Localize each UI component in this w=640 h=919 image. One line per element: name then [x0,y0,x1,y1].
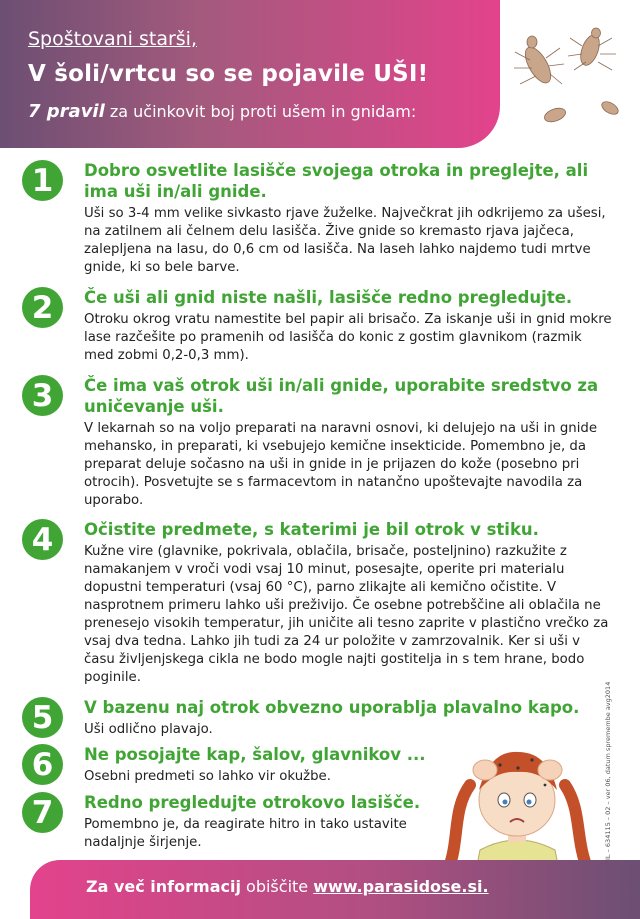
rule-number-4: 4 [22,519,63,560]
rule-number-5: 5 [22,697,63,738]
rule-7-title: Redno pregledujte otrokovo lasišče. [84,793,421,812]
footer-banner [30,860,640,919]
subheadline-bold: 7 pravil [28,101,105,122]
rule-4-title: Očistite predmete, s katerimi je bil otrok v stiku. [84,520,539,539]
rule-4 [22,519,612,687]
rule-6-body: Osebni predmeti so lahko vir okužbe. [84,769,331,784]
rule-5-title: V bazenu naj otrok obvezno uporablja plavalno kapo. [84,698,580,717]
document-code: IL – 634115 – 02 – ver 06, datum spremembe avg2014 [604,681,612,860]
rule-2-body: Otroku okrog vratu namestite bel papir ali brisačo. Za iskanje uši in gnid mokre lase razčešite po pramenih od lasišča do konic z gostim glavnikom (razmik med zobmi 0,2-0,3 mm). [84,312,612,363]
rule-5-body: Uši odlično plavajo. [84,722,213,737]
footer-mid: obiščite [240,877,314,896]
headline: V šoli/vrtcu so se pojavile UŠI! [28,61,429,87]
scratching-girl-illustration-icon [430,730,605,875]
rule-6-title: Ne posojajte kap, šalov, glavnikov ... [84,745,426,764]
greeting: Spoštovani starši, [28,28,197,50]
footer-text [86,877,489,896]
footer-lead: Za več informacij [86,877,241,896]
subheadline [28,101,416,122]
louse-illustration-icon [500,20,630,130]
subheadline-rest: za učinkovit boj proti ušem in gnidam: [104,102,417,121]
rule-number-7: 7 [22,792,63,833]
header-banner [0,0,500,148]
rule-3-body: V lekarnah so na voljo preparati na naravni osnovi, ki delujejo na uši in gnide mehansko, in preparati, ki vsebujejo kemične insekticide. Pomembno je, da preparat deluje sočasno na uši in gnide in je prijazen do kože (posebno pri otrocih). Posvetujte se s farmacevtom in natančno upoštevajte navodila za uporabo. [84,421,598,508]
rule-1 [22,160,612,277]
rule-4-body: Kužne vire (glavnike, pokrivala, oblačila, brisače, posteljnino) razkužite z namakanjem v vroči vodi vsaj 10 minut, posesajte, operite pri materialu dopustni temperaturi (vsaj 60 °C), parno zlikajte ali kemično očistite. V nasprotnem primeru lahko uši preživijo. Če osebne potrebščine ali oblačila ne prenesejo visokih temperatur, jih uničite ali tesno zaprite v plastično vrečko za vsaj dva tedna. Lahko jih tudi za 24 ur položite v zamrzovalnik. Ker si uši v času življenjskega cikla ne bodo mogle najti gostitelja in s tem hrane, bodo poginile. [84,544,609,685]
rule-number-3: 3 [22,375,63,416]
rule-7-body: Pomembno je, da reagirate hitro in tako ustavite nadaljnje širjenje. [84,817,407,850]
rule-3-title: Če ima vaš otrok uši in/ali gnide, uporabite sredstvo za uničevanje uši. [84,376,599,416]
rule-3 [22,375,612,510]
rule-1-body: Uši so 3-4 mm velike sivkasto rjave žuželke. Največkrat jih odkrijemo za ušesi, na zatilnem ali čelnem delu lasišča. Žive gnide so kremasto rjava jajčeca, zalepljena na lasu, do 0,6 cm od lasišča. Na laseh lahko najdemo tudi mrtve gnide, ki so bele barve. [84,206,606,275]
rule-number-2: 2 [22,287,63,328]
rule-number-1: 1 [22,160,63,201]
rule-1-title: Dobro osvetlite lasišče svojega otroka in preglejte, ali ima uši in/ali gnide. [84,161,589,201]
rule-number-6: 6 [22,744,63,785]
rule-2-title: Če uši ali gnid niste našli, lasišče redno pregledujte. [84,288,573,307]
website-link[interactable]: www.parasidose.si. [313,877,489,896]
rule-2 [22,287,612,365]
